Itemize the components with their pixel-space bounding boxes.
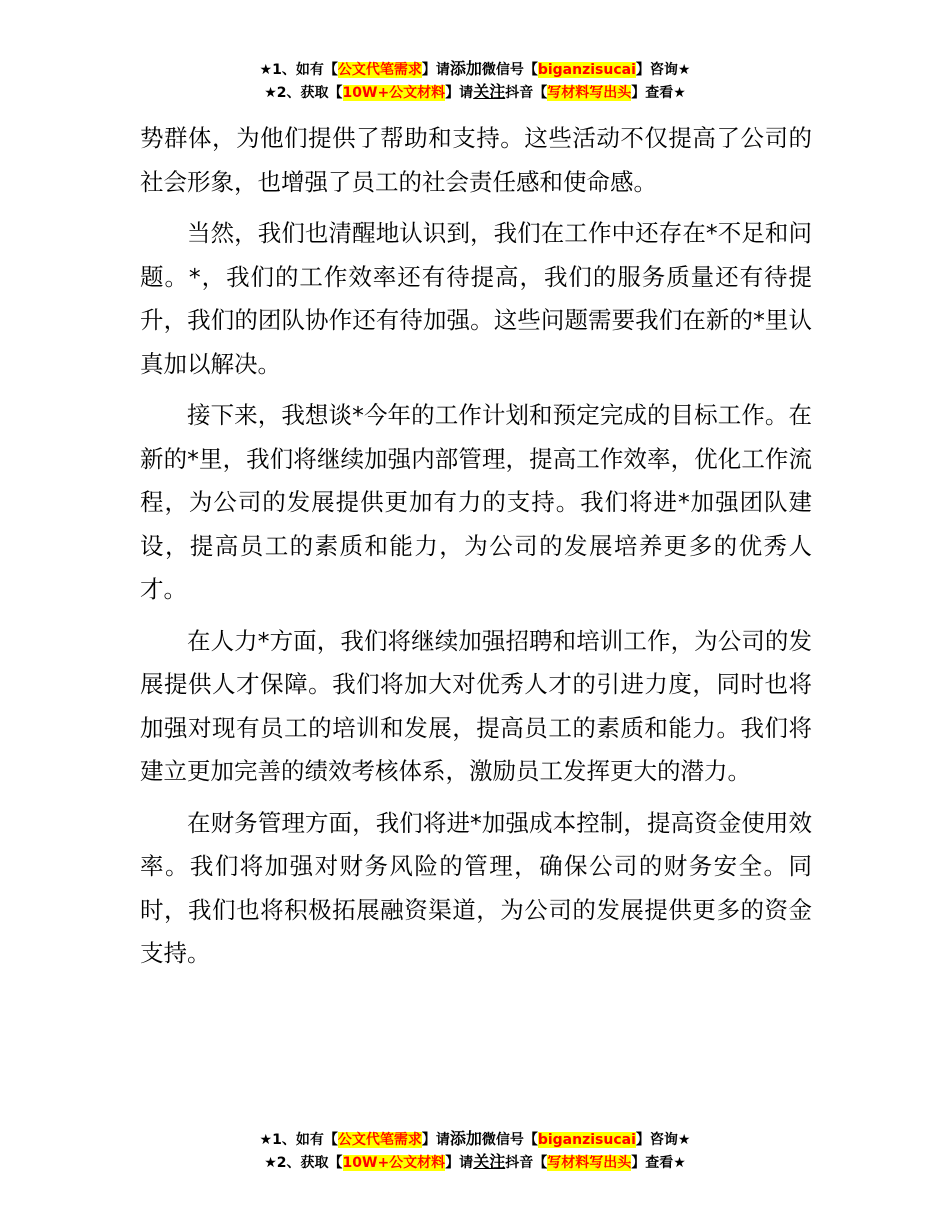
banner-line-1	[0, 58, 950, 81]
banner-text: 】查看★	[631, 85, 686, 101]
banner-text: 】请	[445, 85, 474, 101]
paragraph: 在财务管理方面，我们将进*加强成本控制，提高资金使用效率。我们将加强对财务风险的管理，确保公司的财务安全。同时，我们也将积极拓展融资渠道，为公司的发展提供更多的资金支持。	[140, 808, 812, 967]
banner-text-underlined: 关注	[473, 82, 506, 101]
banner-highlight: 写材料写出头	[547, 1155, 632, 1171]
banner-line-1	[0, 1128, 950, 1151]
banner-text: 】请	[421, 62, 450, 78]
paragraph-continued: 势群体，为他们提供了帮助和支持。这些活动不仅提高了公司的社会形象，也增强了员工的社会责任感和使命感。	[140, 124, 812, 196]
banner-text-underlined: 关注	[473, 1152, 506, 1171]
banner-text: ★2、获取【	[264, 1155, 343, 1171]
banner-text: 】请	[445, 1155, 474, 1171]
footer-banner	[0, 1128, 950, 1174]
document-body	[140, 117, 812, 984]
banner-text: 】咨询★	[635, 62, 691, 78]
banner-line-2	[0, 1151, 950, 1174]
banner-text: ★1、如有【	[259, 1132, 338, 1148]
banner-text: 微信号【	[481, 62, 538, 78]
banner-text: 抖音【	[505, 85, 548, 101]
banner-text: 】查看★	[631, 1155, 686, 1171]
banner-text: 】咨询★	[635, 1132, 691, 1148]
banner-highlight: 写材料写出头	[547, 85, 632, 101]
banner-text: ★2、获取【	[264, 85, 343, 101]
banner-highlight: biganzisucai	[537, 62, 636, 78]
banner-highlight: 公文代笔需求	[337, 62, 422, 78]
banner-text-large: 添加	[449, 1129, 482, 1148]
paragraph: 在人力*方面，我们将继续加强招聘和培训工作，为公司的发展提供人才保障。我们将加大对优秀人才的引进力度，同时也将加强对现有员工的培训和发展，提高员工的素质和能力。我们将建立更加完善的绩效考核体系，激励员工发挥更大的潜力。	[140, 626, 812, 785]
paragraph: 当然，我们也清醒地认识到，我们在工作中还存在*不足和问题。*，我们的工作效率还有待提高，我们的服务质量还有待提升，我们的团队协作还有待加强。这些问题需要我们在新的*里认真加以解决。	[140, 219, 812, 378]
banner-text: ★1、如有【	[259, 62, 338, 78]
banner-highlight: 公文代笔需求	[337, 1132, 422, 1148]
banner-highlight: 10W+公文材料	[342, 85, 446, 101]
banner-line-2	[0, 81, 950, 104]
paragraph: 接下来，我想谈*今年的工作计划和预定完成的目标工作。在新的*里，我们将继续加强内部管理，提高工作效率，优化工作流程，为公司的发展提供更加有力的支持。我们将进*加强团队建设，提高员工的素质和能力，为公司的发展培养更多的优秀人才。	[140, 401, 812, 603]
banner-text: 】请	[421, 1132, 450, 1148]
banner-text: 抖音【	[505, 1155, 548, 1171]
banner-highlight: biganzisucai	[537, 1132, 636, 1148]
banner-text-large: 添加	[449, 59, 482, 78]
banner-text: 微信号【	[481, 1132, 538, 1148]
header-banner	[0, 58, 950, 104]
banner-highlight: 10W+公文材料	[342, 1155, 446, 1171]
